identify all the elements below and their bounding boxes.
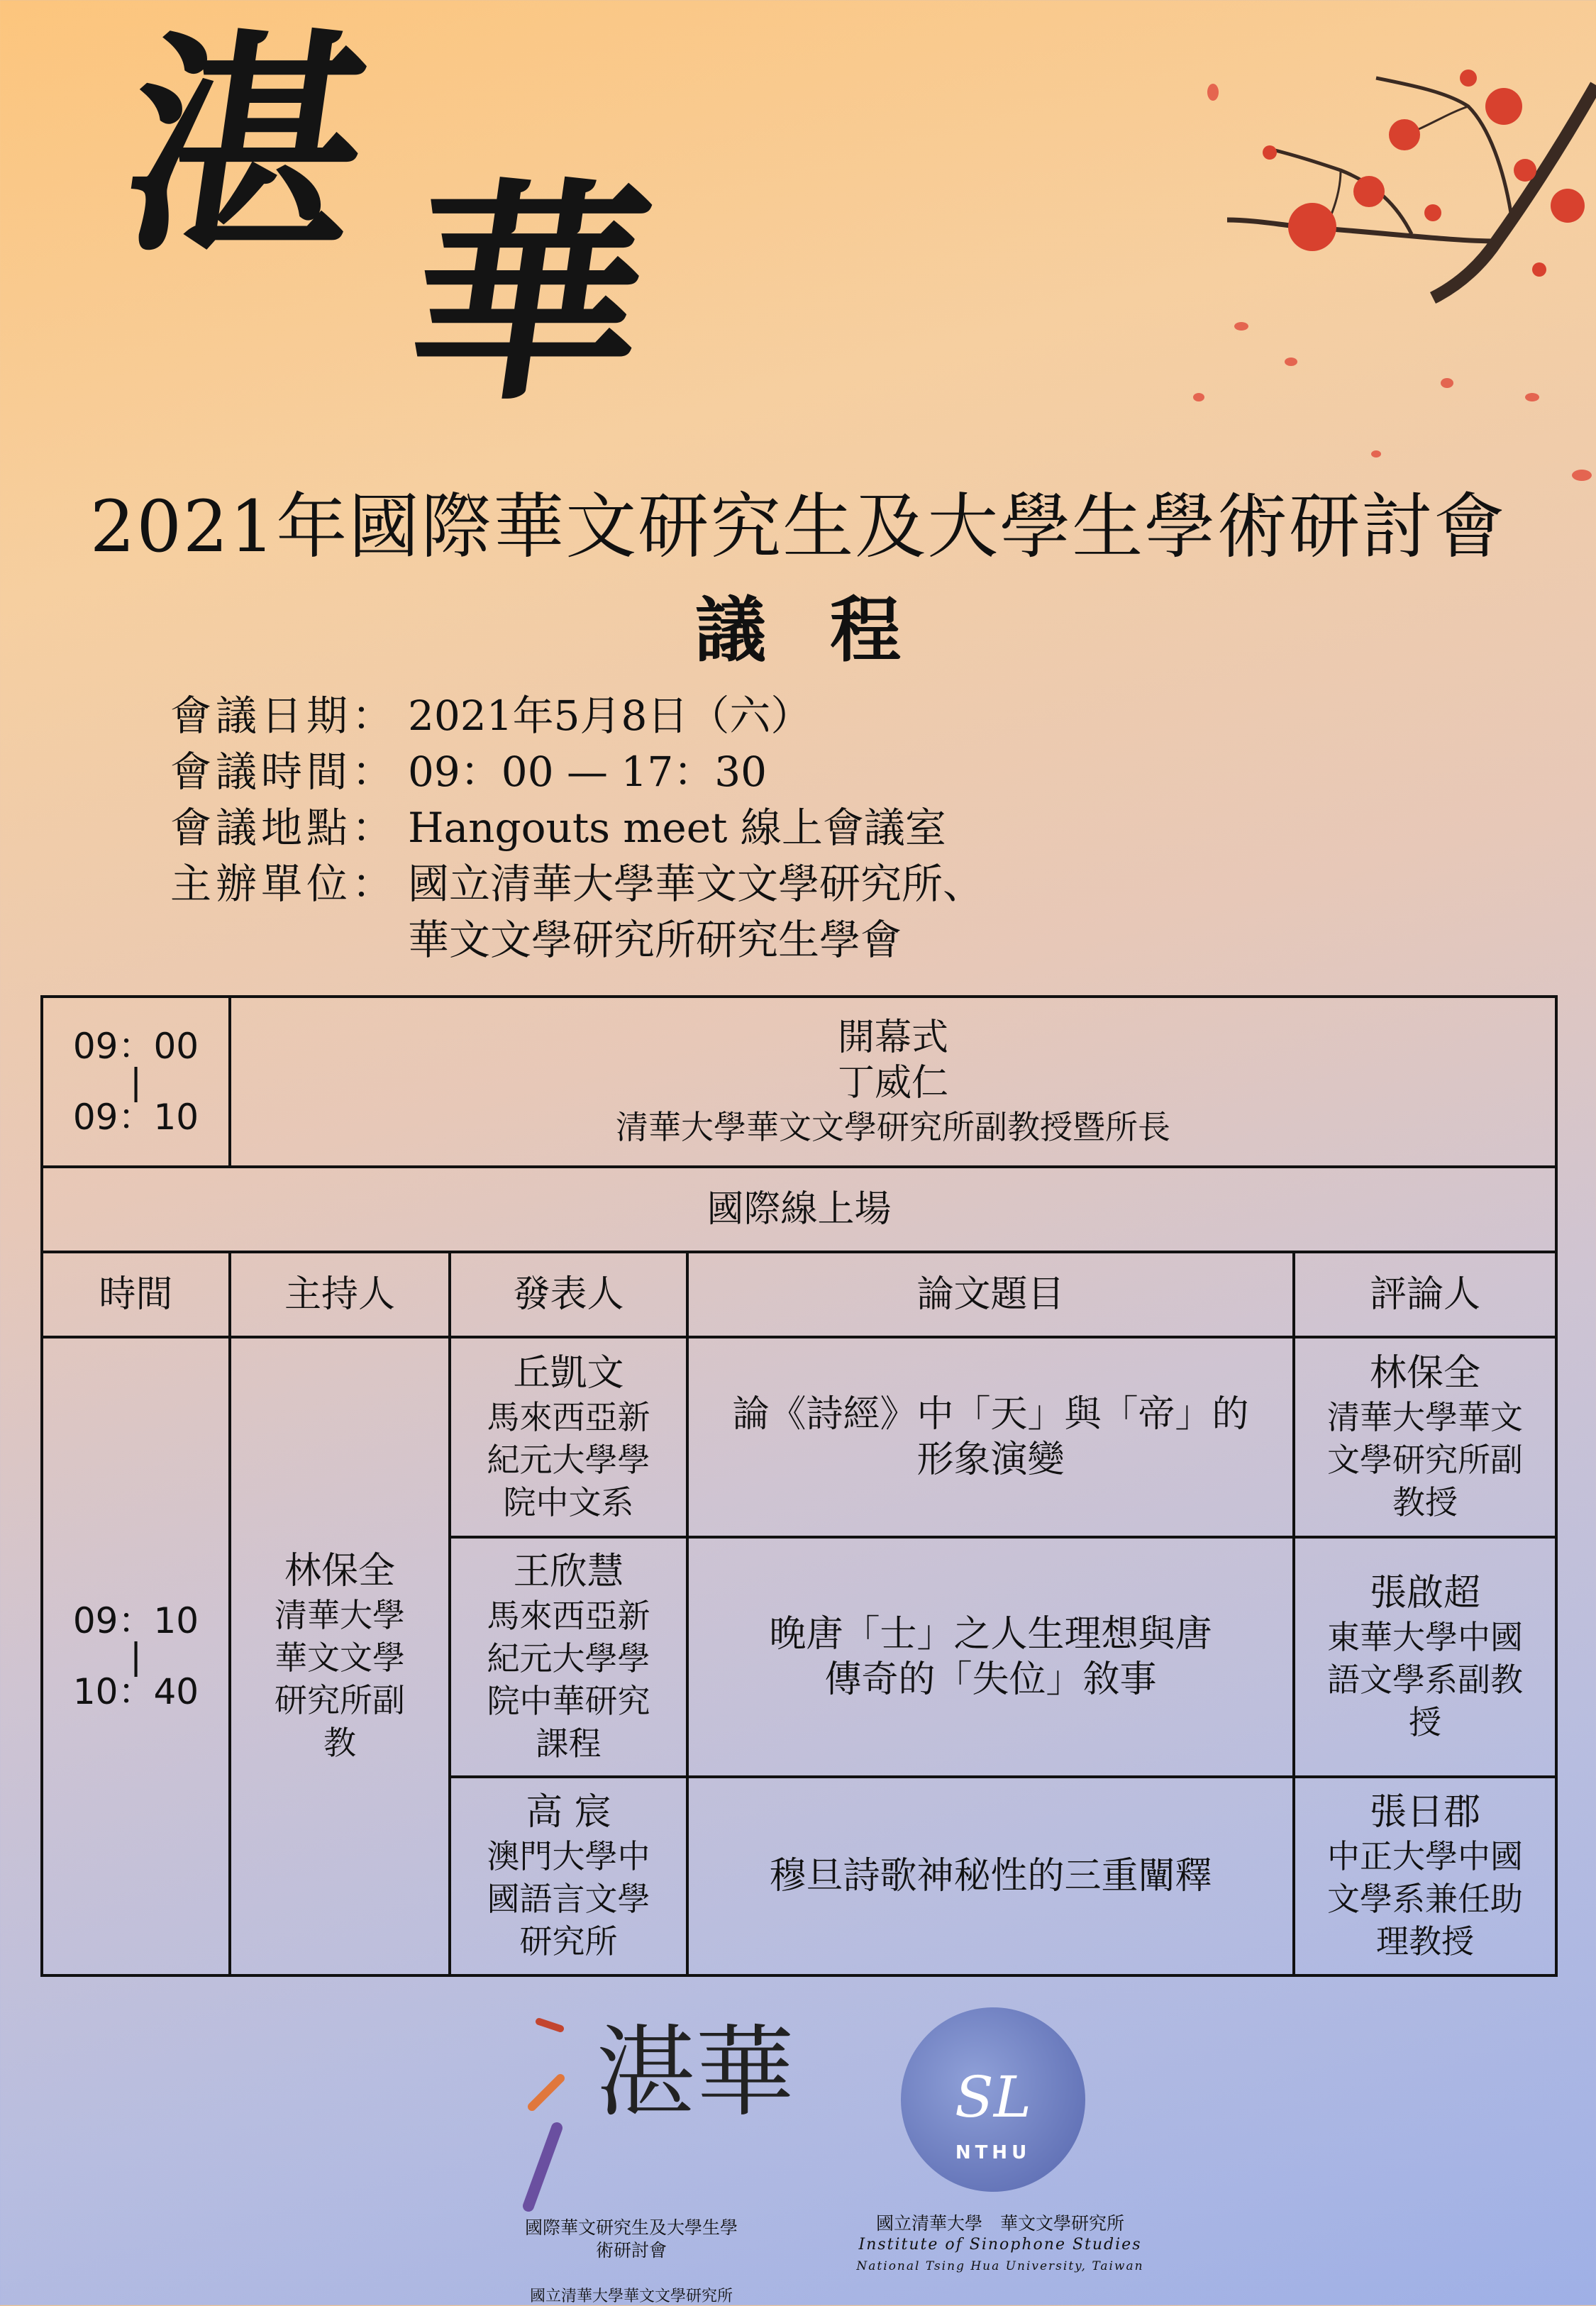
discussant-name: 林保全 xyxy=(1369,1352,1480,1395)
paper-row xyxy=(42,1337,1556,1537)
discussant-name: 張啟超 xyxy=(1369,1572,1480,1614)
date-row xyxy=(170,688,984,744)
time-value: 09：00 — 17：30 xyxy=(408,748,767,796)
page-title: 2021年國際華文研究生及大學生學術研討會 xyxy=(89,485,1507,568)
meeting-info xyxy=(170,688,984,968)
discussant-cell xyxy=(1294,1777,1556,1975)
time-separator: | xyxy=(130,1636,142,1677)
presenter-cell xyxy=(450,1777,687,1975)
opening-time-end: 09：10 xyxy=(72,1097,199,1138)
discussant-title: 東華大學中國語文學系副教授 xyxy=(1327,1618,1523,1741)
paper-title: 穆旦詩歌神秘性的三重闡釋 xyxy=(769,1855,1212,1897)
logo-caption-2: 國立清華大學華文文學研究所 xyxy=(529,2288,733,2305)
page-subtitle: 議程 xyxy=(695,588,965,672)
paper-title-cell xyxy=(687,1777,1294,1975)
place-value: Hangouts meet 線上會議室 xyxy=(408,804,946,852)
presenter-name: 王欣慧 xyxy=(513,1551,624,1593)
place-label: 會議地點： xyxy=(170,804,398,852)
paper-title-cell xyxy=(687,1337,1294,1537)
university-name-en: National Tsing Hua University, Taiwan xyxy=(856,2259,1144,2273)
session-row xyxy=(42,1167,1556,1252)
logo-mark: 湛華 xyxy=(596,2015,795,2131)
session-time-end: 10：40 xyxy=(72,1671,199,1712)
presenter-affiliation: 澳門大學中國語言文學研究所 xyxy=(487,1837,650,1961)
brush-char-2: 華 xyxy=(392,157,665,432)
header-host: 主持人 xyxy=(230,1252,450,1337)
opening-time-start: 09：00 xyxy=(72,1026,199,1067)
paper-title: 論《詩經》中「天」與「帝」的形象演變 xyxy=(732,1393,1249,1481)
presenter-name: 丘凱文 xyxy=(513,1352,624,1395)
session-name: 國際線上場 xyxy=(42,1167,1556,1252)
opening-title: 開幕式 xyxy=(837,1016,948,1059)
host-row xyxy=(170,856,984,912)
opening-time-cell xyxy=(42,997,230,1167)
opening-speaker-title: 清華大學華文文學研究所副教授暨所長 xyxy=(616,1108,1170,1146)
discussant-title: 中正大學中國文學系兼任助理教授 xyxy=(1327,1837,1523,1961)
emblem-letters: SL xyxy=(955,2064,1031,2130)
plum-blossom-branch-illustration xyxy=(1199,28,1596,511)
date-label: 會議日期： xyxy=(170,692,398,740)
presenter-name: 高 宸 xyxy=(526,1791,611,1834)
presenter-affiliation: 馬來西亞新紀元大學學院中文系 xyxy=(487,1398,650,1521)
institute-logo xyxy=(851,2000,1149,2305)
session-time-cell xyxy=(42,1337,230,1975)
header-paper: 論文題目 xyxy=(687,1252,1294,1337)
discussant-title: 清華大學華文文學研究所副教授 xyxy=(1327,1398,1523,1521)
discussant-name: 張日郡 xyxy=(1369,1791,1480,1834)
agenda-table xyxy=(40,995,1558,1977)
brush-char-1: 湛 xyxy=(108,8,382,283)
host-title: 清華大學華文文學研究所副教 xyxy=(275,1596,405,1762)
brush-calligraphy-title xyxy=(108,8,681,475)
nthu-label: NTHU xyxy=(955,2142,1031,2163)
discussant-cell xyxy=(1294,1537,1556,1777)
institute-name-en: Institute of Sinophone Studies xyxy=(858,2236,1142,2254)
time-separator: | xyxy=(130,1061,142,1102)
conference-logo xyxy=(489,2000,844,2305)
paper-title-cell xyxy=(687,1537,1294,1777)
date-value: 2021年5月8日（六） xyxy=(408,692,812,740)
host-value-1: 國立清華大學華文文學研究所、 xyxy=(408,860,985,908)
opening-speaker: 丁威仁 xyxy=(837,1062,948,1104)
opening-row xyxy=(42,997,1556,1167)
host-row-2 xyxy=(170,912,984,968)
host-name: 林保全 xyxy=(284,1550,395,1592)
header-time: 時間 xyxy=(42,1252,230,1337)
institute-name-zh: 國立清華大學 華文文學研究所 xyxy=(875,2213,1124,2234)
header-discussant: 評論人 xyxy=(1294,1252,1556,1337)
opening-cell xyxy=(230,997,1556,1167)
time-label: 會議時間： xyxy=(170,748,398,796)
place-row xyxy=(170,800,984,856)
presenter-cell xyxy=(450,1537,687,1777)
host-cell xyxy=(230,1337,450,1975)
host-label: 主辦單位： xyxy=(170,860,398,908)
presenter-affiliation: 馬來西亞新紀元大學學院中華研究課程 xyxy=(487,1597,650,1763)
logo-caption: 國際華文研究生及大學生學術研討會 xyxy=(524,2217,738,2261)
brush-strokes-logo-icon xyxy=(518,2000,795,2213)
presenter-cell xyxy=(450,1337,687,1537)
header-presenter: 發表人 xyxy=(450,1252,687,1337)
header-row xyxy=(42,1252,1556,1337)
discussant-cell xyxy=(1294,1337,1556,1537)
time-row xyxy=(170,744,984,800)
paper-title: 晚唐「士」之人生理想與唐傳奇的「失位」敘事 xyxy=(769,1613,1212,1701)
session-time-start: 09：10 xyxy=(72,1600,199,1641)
host-value-2: 華文文學研究所研究生學會 xyxy=(408,916,902,964)
